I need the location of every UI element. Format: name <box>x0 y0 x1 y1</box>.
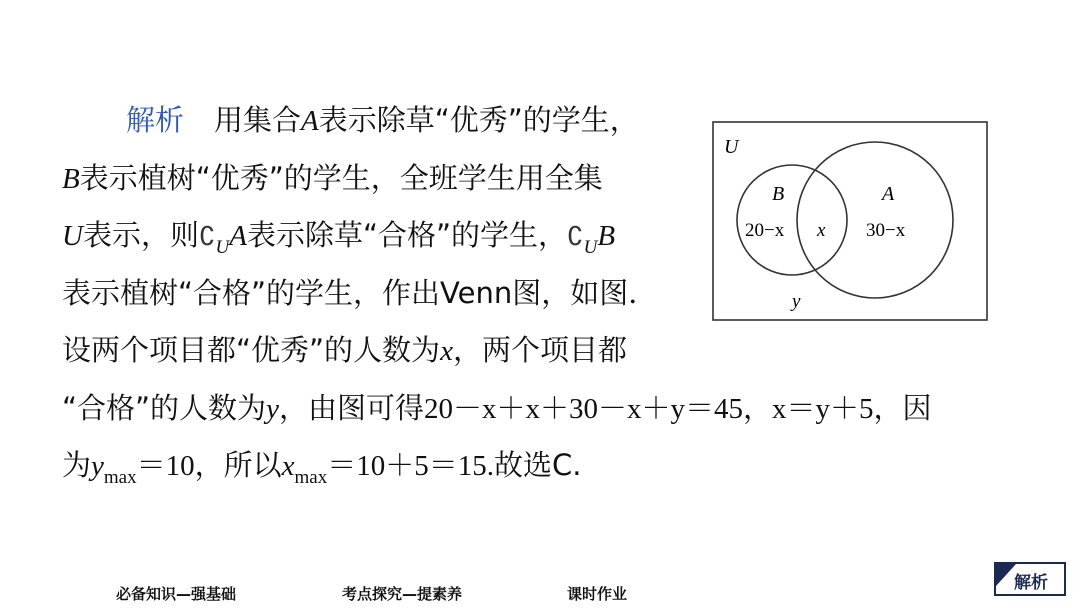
venn-region-B: 20−x <box>745 220 785 241</box>
nav-homework-label: 课时作业 <box>567 585 628 603</box>
subscript-U-2: U <box>583 237 598 258</box>
nav-exam-points-label: 考点探究—提素养 <box>342 585 463 603</box>
l6c: ，因 <box>873 390 932 425</box>
l3a: 表示，则 <box>82 218 199 252</box>
nav-essential-knowledge[interactable] <box>116 583 236 604</box>
venn-label-y: y <box>792 291 801 312</box>
equation-1: 20－x＋x＋30－x＋y＝45，x＝y＋5 <box>423 392 874 425</box>
venn-label-U: U <box>724 136 739 158</box>
var-x: x <box>440 335 453 367</box>
subscript-max-1: max <box>103 467 137 488</box>
var-y-max: y <box>91 450 104 482</box>
l4: 表示植树“合格”的学生，作出Venn图，如图． <box>62 275 658 310</box>
l7c: 故选C. <box>494 448 582 482</box>
complement-symbol-2: ∁ <box>567 222 584 251</box>
venn-region-A: 30−x <box>866 220 906 241</box>
l5b: ，两个项目都 <box>452 333 627 367</box>
var-y: y <box>266 392 279 425</box>
line-7 <box>62 437 1042 495</box>
line-5 <box>62 322 1042 380</box>
l5a: 设两个项目都“优秀”的人数为 <box>62 333 441 367</box>
l6b: ，由图可得 <box>278 390 424 425</box>
l3b: 表示除草“合格”的学生， <box>246 218 568 252</box>
jiexi-button-label: 解析 <box>1014 573 1048 593</box>
var-U: U <box>62 220 83 252</box>
nav-homework[interactable] <box>567 583 627 604</box>
venn-diagram <box>712 121 988 321</box>
nav-exam-points[interactable] <box>342 583 462 604</box>
complement-symbol-1: ∁ <box>198 222 216 251</box>
equation-3: ＝10＋5＝15. <box>327 450 494 482</box>
venn-label-A: A <box>882 183 895 205</box>
subscript-U-1: U <box>215 237 230 258</box>
var-A-2: A <box>229 220 247 252</box>
var-x-max: x <box>281 450 295 482</box>
solution-label: 解析 <box>126 103 185 137</box>
venn-label-B: B <box>772 183 785 205</box>
line-6 <box>62 380 1042 438</box>
l1a: 用集合 <box>214 103 302 137</box>
equation-2: ＝10 <box>136 450 195 482</box>
var-B: B <box>62 162 80 195</box>
var-A: A <box>301 105 319 137</box>
nav-essential-knowledge-label: 必备知识—强基础 <box>116 585 237 603</box>
subscript-max-2: max <box>294 467 328 488</box>
l6a: “合格”的人数为 <box>62 390 267 425</box>
l1b: 表示除草“优秀”的学生， <box>318 103 639 137</box>
l7a: 为 <box>62 448 92 482</box>
var-B-truncated: B <box>597 220 616 252</box>
l7b: ，所以 <box>194 448 282 482</box>
venn-region-AB: x <box>817 220 826 241</box>
l2: 表示植树“优秀”的学生，全班学生用全集 <box>79 160 603 195</box>
